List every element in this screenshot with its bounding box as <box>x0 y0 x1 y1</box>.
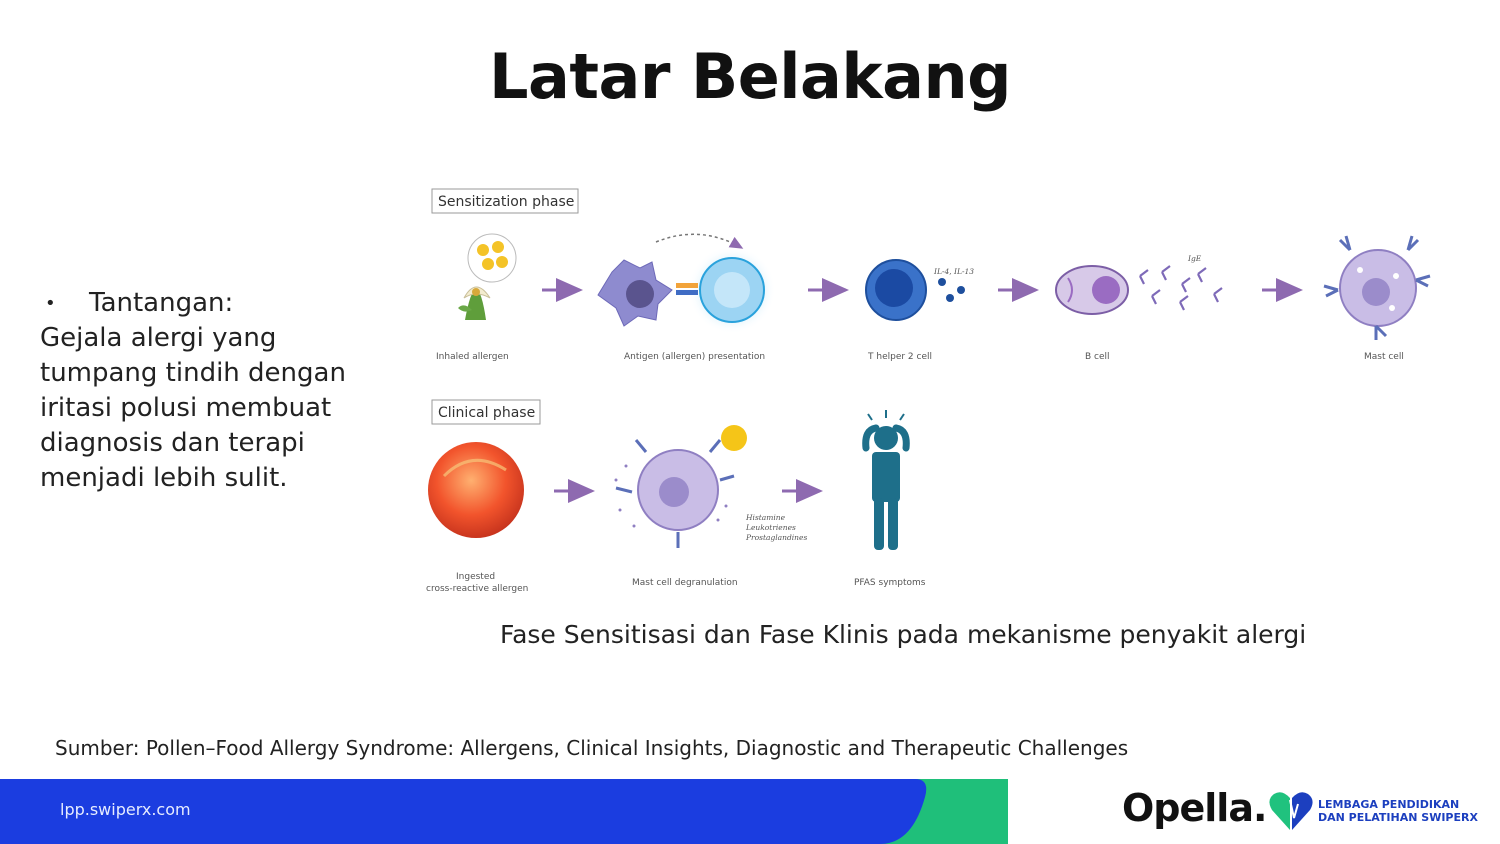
bullet-icon: • <box>45 293 56 314</box>
bullet-heading: Tantangan: <box>89 288 234 318</box>
bullet-line: diagnosis dan terapi <box>40 428 305 458</box>
mediator-histamine: Histamine <box>746 513 786 522</box>
allergy-mechanism-diagram <box>420 180 1450 600</box>
step-label-ingested: Ingested <box>456 572 496 582</box>
bullet-line: iritasi polusi membuat <box>40 393 332 423</box>
source-citation: Sumber: Pollen–Food Allergy Syndrome: Allergens, Clinical Insights, Diagnostic and Therapeutic Challenges <box>55 736 1129 760</box>
cytokines-label: IL-4, IL-13 <box>934 267 975 276</box>
bullet-line: Gejala alergi yang <box>40 323 277 353</box>
step-label-mast-cell: Mast cell <box>1364 352 1404 362</box>
sensitization-phase-label: Sensitization phase <box>438 194 575 210</box>
lpp-line-2: DAN PELATIHAN SWIPERX <box>1318 811 1478 824</box>
mast-cell-icon <box>1324 236 1430 340</box>
clinical-phase-label: Clinical phase <box>438 405 536 421</box>
lpp-logo-text <box>1318 798 1478 824</box>
step-label-t-helper-cell: T helper 2 cell <box>868 352 932 362</box>
antigen-presentation-icon <box>598 234 776 334</box>
ige-label: IgE <box>1188 254 1202 263</box>
bullet-line: tumpang tindih dengan <box>40 358 346 388</box>
challenge-text <box>40 286 380 496</box>
step-label-antigen-presentation: Antigen (allergen) presentation <box>624 352 766 362</box>
footer-url-link[interactable]: lpp.swiperx.com <box>60 800 191 819</box>
mast-cell-degranulation-icon <box>615 425 748 548</box>
b-cell-icon <box>1056 266 1222 314</box>
page-title: Latar Belakang <box>489 40 1011 113</box>
step-label-mast-cell-degranulation: Mast cell degranulation <box>632 578 738 588</box>
mediator-leukotrienes: Leukotrienes <box>746 523 796 532</box>
figure-caption: Fase Sensitisasi dan Fase Klinis pada mekanisme penyakit alergi <box>500 620 1307 649</box>
pfas-symptoms-person-icon <box>866 410 907 550</box>
bullet-heading-row <box>40 286 380 321</box>
step-label-inhaled-allergen: Inhaled allergen <box>436 352 509 362</box>
step-label-b-cell: B cell <box>1085 352 1110 362</box>
heart-logo-icon <box>1268 790 1314 832</box>
inhaled-allergen-icon <box>458 234 516 320</box>
bullet-line: menjadi lebih sulit. <box>40 463 288 493</box>
step-label-pfas-symptoms: PFAS symptoms <box>854 578 926 588</box>
peach-icon <box>428 442 524 538</box>
opella-logo: Opella. <box>1122 786 1267 830</box>
mediator-prostaglandines: Prostaglandines <box>746 533 808 542</box>
lpp-line-1: LEMBAGA PENDIDIKAN <box>1318 798 1460 811</box>
step-label-cross-reactive-allergen: cross-reactive allergen <box>426 584 529 594</box>
